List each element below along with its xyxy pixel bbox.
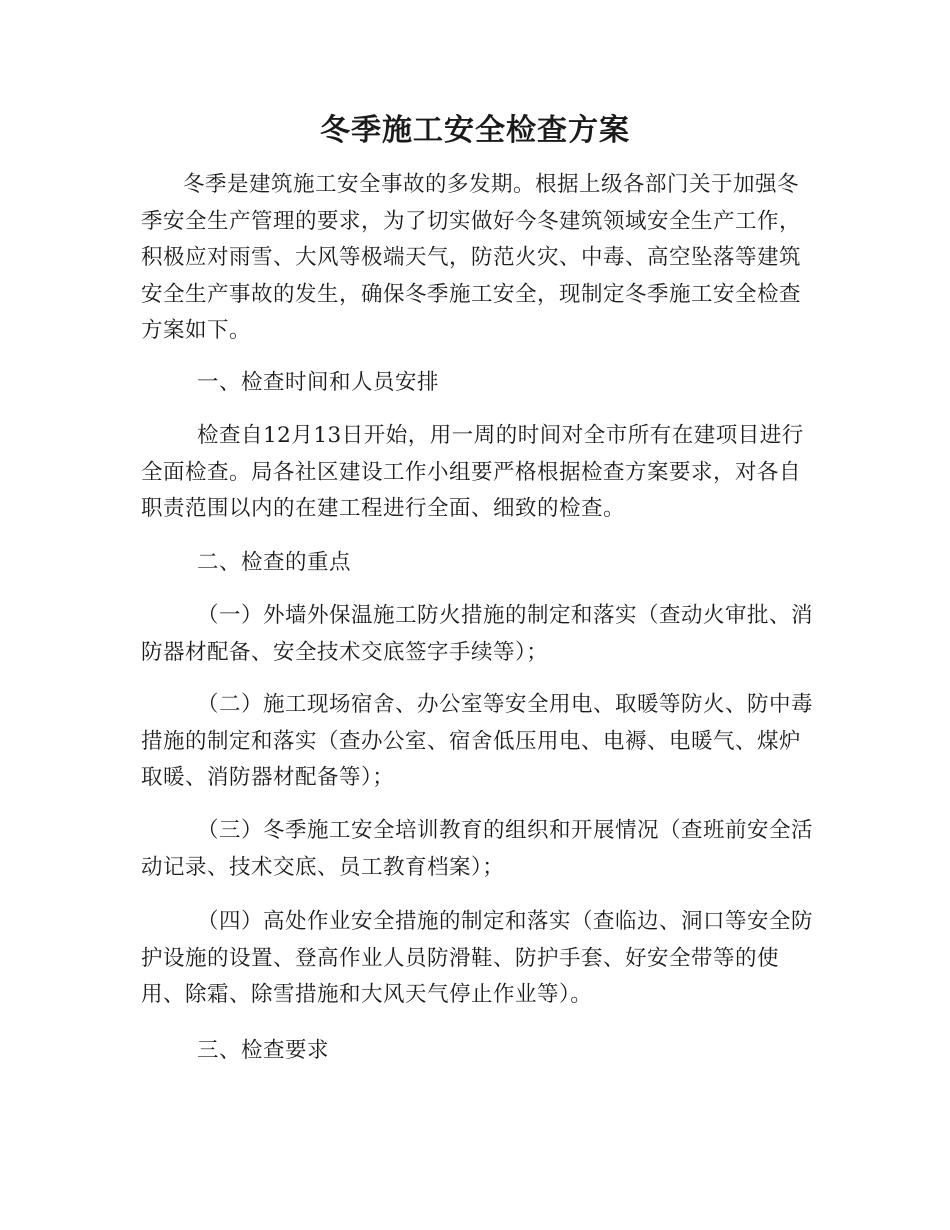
- paragraph-line: （一）外墙外保温施工防火措施的制定和落实（查动火审批、消: [197, 603, 814, 628]
- key-point-item-2: [141, 687, 814, 797]
- paragraph-line: 季安全生产管理的要求，为了切实做好今冬建筑领域安全生产工作，: [141, 208, 802, 234]
- section-heading-3: [141, 1033, 809, 1070]
- paragraph-line: 用、除霜、除雪措施和大风天气停止作业等）。: [141, 982, 593, 1007]
- key-point-item-1: [141, 598, 814, 671]
- key-point-item-4: [141, 904, 814, 1014]
- section-heading-2: [141, 545, 809, 582]
- section-heading-text: 三、检查要求: [197, 1038, 330, 1063]
- key-point-item-3: [141, 813, 814, 886]
- paragraph-line: 取暖、消防器材配备等）；: [141, 765, 395, 790]
- document-title: 冬季施工安全检查方案: [320, 113, 630, 148]
- section-1-paragraph: [141, 418, 809, 528]
- paragraph-line: 防器材配备、安全技术交底签字手续等）；: [141, 639, 549, 665]
- paragraph-line: 护设施的设置、登高作业人员防滑鞋、防护手套、好安全带等的使: [141, 945, 780, 971]
- paragraph-line: 检查自12月13日开始，用一周的时间对全市所有在建项目进行: [197, 423, 804, 448]
- paragraph-line: 积极应对雨雪、大风等极端天气，防范火灾、中毒、高空坠落等建筑: [141, 245, 802, 270]
- paragraph-line: 安全生产事故的发生，确保冬季施工安全，现制定冬季施工安全检查: [141, 281, 802, 307]
- paragraph-line: 职责范围以内的在建工程进行全面、细致的检查。: [141, 496, 626, 521]
- paragraph-line: 措施的制定和落实（查办公室、宿舍低压用电、电褥、电暖气、煤炉: [141, 728, 802, 754]
- section-heading-text: 二、检查的重点: [197, 550, 352, 575]
- paragraph-line: （二）施工现场宿舍、办公室等安全用电、取暖等防火、防中毒: [197, 692, 814, 717]
- paragraph-line: （三）冬季施工安全培训教育的组织和开展情况（查班前安全活: [197, 818, 814, 843]
- paragraph-line: 动记录、技术交底、员工教育档案）；: [141, 854, 505, 880]
- paragraph-line: （四）高处作业安全措施的制定和落实（查临边、洞口等安全防: [197, 909, 814, 934]
- intro-paragraph: [141, 167, 809, 350]
- section-heading-text: 一、检查时间和人员安排: [197, 370, 440, 395]
- paragraph-line: 全面检查。局各社区建设工作小组要严格根据检查方案要求，对各自: [141, 459, 802, 485]
- paragraph-line: 冬季是建筑施工安全事故的多发期。根据上级各部门关于加强冬: [183, 172, 800, 197]
- section-heading-1: [141, 365, 809, 402]
- paragraph-line: 方案如下。: [141, 318, 252, 343]
